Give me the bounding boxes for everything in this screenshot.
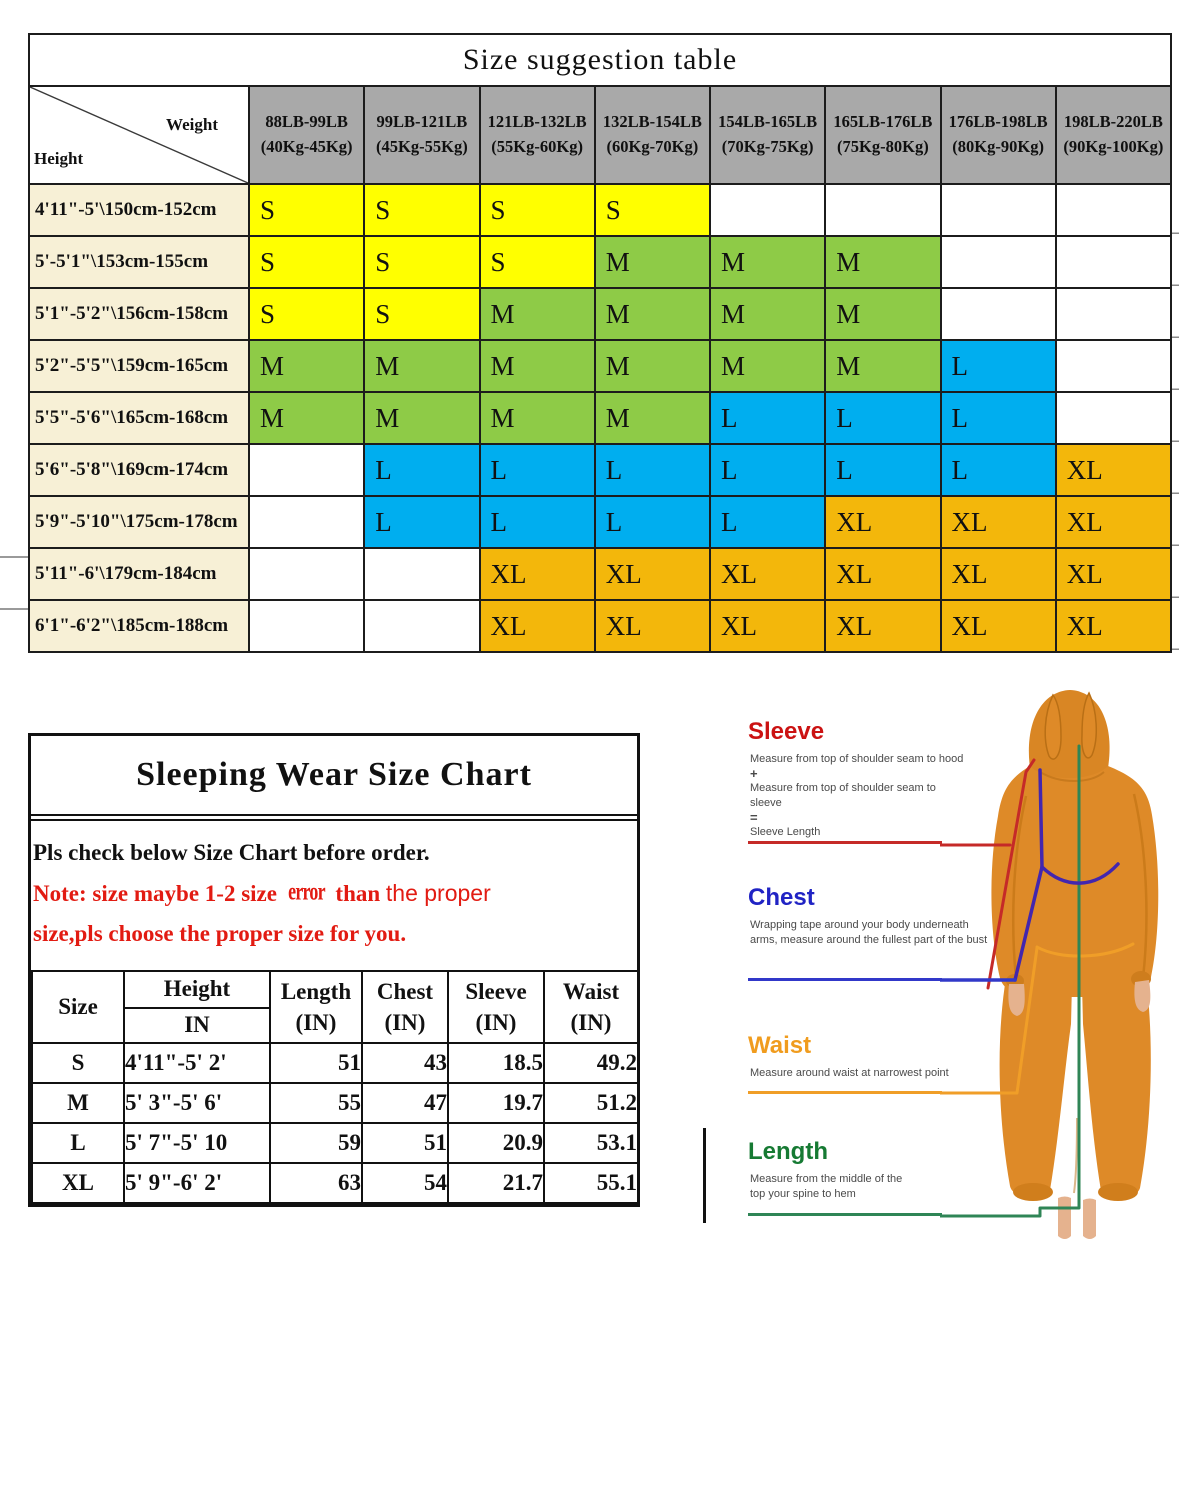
size-cell-l: L xyxy=(941,340,1056,392)
weight-column-header xyxy=(1056,86,1171,184)
col-header-size: Size xyxy=(32,971,124,1043)
weight-column-header xyxy=(941,86,1056,184)
col-header-sleeve xyxy=(448,971,544,1043)
size-cell-m: M xyxy=(595,340,710,392)
size-cell-m: M xyxy=(825,288,940,340)
weight-height-corner-cell xyxy=(29,86,249,184)
waist-header-label: Waist xyxy=(562,978,620,1004)
size-grid-row xyxy=(29,236,1171,288)
size-cell-s: S xyxy=(249,236,364,288)
length-value: 59 xyxy=(270,1123,362,1163)
length-value: 51 xyxy=(270,1043,362,1083)
height-value: 5' 9"-6' 2' xyxy=(124,1163,270,1203)
length-value: 55 xyxy=(270,1083,362,1123)
measurement-row-xl xyxy=(32,1163,638,1203)
height-value: 4'11"-5' 2' xyxy=(124,1043,270,1083)
sleeve-instruction-line: Measure from top of shoulder seam to sleeve xyxy=(750,782,936,809)
measurement-table xyxy=(31,970,639,1204)
size-cell-s: S xyxy=(249,184,364,236)
weight-range-lb: 165LB-176LB xyxy=(833,112,933,132)
size-cell-empty xyxy=(941,288,1056,340)
sleeve-heading: Sleeve xyxy=(748,718,825,745)
chest-value: 51 xyxy=(362,1123,448,1163)
size-table-title: Size suggestion table xyxy=(29,34,1171,86)
weight-column-header xyxy=(480,86,595,184)
size-cell-m: M xyxy=(710,340,825,392)
waist-value: 55.1 xyxy=(544,1163,638,1203)
height-axis-label: Height xyxy=(34,149,84,168)
size-cell-empty xyxy=(825,184,940,236)
sleeve-value: 18.5 xyxy=(448,1043,544,1083)
gridline-stubs-right xyxy=(1172,182,1179,654)
weight-range-lb: 121LB-132LB xyxy=(487,112,587,132)
sleeve-value: 20.9 xyxy=(448,1123,544,1163)
size-cell-s: S xyxy=(249,288,364,340)
size-cell-xl: XL xyxy=(941,496,1056,548)
size-cell-m: M xyxy=(710,288,825,340)
gridline-stub-left xyxy=(0,556,28,558)
height-range-label: 5'1"-5'2"\156cm-158cm xyxy=(29,288,249,340)
height-range-label: 5'-5'1"\153cm-155cm xyxy=(29,236,249,288)
chest-instructions: Wrapping tape around your body underneath arms, measure around the fullest part of the bust xyxy=(750,919,988,946)
note-choose-text: size,pls choose the proper size for you. xyxy=(33,921,407,946)
weight-range-kg: (60Kg-70Kg) xyxy=(606,137,699,156)
size-cell-empty xyxy=(364,548,479,600)
plus-sign: + xyxy=(750,765,758,781)
weight-column-header xyxy=(825,86,940,184)
equals-sign: = xyxy=(750,809,758,825)
size-cell-m: M xyxy=(825,236,940,288)
waist-value: 49.2 xyxy=(544,1043,638,1083)
weight-range-kg: (55Kg-60Kg) xyxy=(491,137,583,156)
sleeve-header-unit: (IN) xyxy=(475,1009,517,1035)
col-header-length xyxy=(270,971,362,1043)
height-value: 5' 3"-5' 6' xyxy=(124,1083,270,1123)
size-cell-empty xyxy=(1056,392,1171,444)
size-cell-s: S xyxy=(480,184,595,236)
size-cell-l: L xyxy=(480,496,595,548)
size-cell-xl: XL xyxy=(710,548,825,600)
size-grid-row xyxy=(29,444,1171,496)
weight-range-kg: (45Kg-55Kg) xyxy=(376,137,468,156)
note-size-error-text: Note: size maybe 1-2 size xyxy=(33,881,283,906)
sleeve-header-label: Sleeve xyxy=(465,978,527,1004)
size-cell-xl: XL xyxy=(825,600,940,652)
panel-title: Sleeping Wear Size Chart xyxy=(31,736,637,816)
size-grid-body xyxy=(29,184,1171,652)
size-cell-empty xyxy=(364,600,479,652)
size-value: L xyxy=(32,1123,124,1163)
size-cell-s: S xyxy=(595,184,710,236)
weight-range-kg: (80Kg-90Kg) xyxy=(952,137,1044,156)
size-grid-row xyxy=(29,288,1171,340)
size-cell-m: M xyxy=(595,236,710,288)
size-cell-xl: XL xyxy=(1056,444,1171,496)
size-cell-xl: XL xyxy=(825,548,940,600)
weight-range-lb: 198LB-220LB xyxy=(1063,112,1163,132)
sleeping-wear-size-chart-panel xyxy=(28,733,640,1207)
size-value: M xyxy=(32,1083,124,1123)
weight-range-lb: 88LB-99LB xyxy=(265,112,348,132)
height-header-label: Height xyxy=(125,972,269,1009)
waist-instructions: Measure around waist at narrowest point xyxy=(750,1067,949,1079)
size-cell-empty xyxy=(941,184,1056,236)
weight-range-kg: (75Kg-80Kg) xyxy=(837,137,929,156)
measurement-header-row xyxy=(32,971,638,1043)
size-cell-m: M xyxy=(364,392,479,444)
size-cell-m: M xyxy=(249,340,364,392)
size-cell-l: L xyxy=(364,496,479,548)
size-cell-m: M xyxy=(480,340,595,392)
size-cell-l: L xyxy=(825,392,940,444)
size-cell-xl: XL xyxy=(941,600,1056,652)
sleeve-value: 19.7 xyxy=(448,1083,544,1123)
sleeve-value: 21.7 xyxy=(448,1163,544,1203)
size-cell-m: M xyxy=(595,288,710,340)
note-than-word: than xyxy=(329,881,386,906)
weight-column-header xyxy=(249,86,364,184)
size-cell-l: L xyxy=(710,392,825,444)
size-suggestion-table-section xyxy=(28,33,1172,653)
size-grid-row xyxy=(29,496,1171,548)
weight-column-header xyxy=(710,86,825,184)
size-cell-xl: XL xyxy=(480,548,595,600)
waist-header-unit: (IN) xyxy=(570,1009,612,1035)
size-cell-m: M xyxy=(595,392,710,444)
length-header-unit: (IN) xyxy=(295,1009,337,1035)
waist-value: 53.1 xyxy=(544,1123,638,1163)
size-cell-xl: XL xyxy=(1056,548,1171,600)
size-grid-row xyxy=(29,548,1171,600)
col-header-height xyxy=(124,971,270,1043)
measurement-row-m xyxy=(32,1083,638,1123)
size-table-header-row xyxy=(29,86,1171,184)
size-cell-xl: XL xyxy=(941,548,1056,600)
height-range-label: 5'6"-5'8"\169cm-174cm xyxy=(29,444,249,496)
weight-range-kg: (70Kg-75Kg) xyxy=(721,137,814,156)
length-instructions: Measure from the middle of the top your spine to hem xyxy=(750,1173,903,1200)
size-cell-empty xyxy=(941,236,1056,288)
figure-hood xyxy=(1029,690,1110,780)
size-cell-s: S xyxy=(364,288,479,340)
chest-value: 43 xyxy=(362,1043,448,1083)
height-range-label: 6'1"-6'2"\185cm-188cm xyxy=(29,600,249,652)
size-cell-s: S xyxy=(364,184,479,236)
height-header-unit: IN xyxy=(184,1012,210,1037)
note-error-word: error xyxy=(287,877,325,906)
sleeve-length-label: Sleeve Length xyxy=(750,826,821,839)
weight-column-header xyxy=(364,86,479,184)
size-cell-empty xyxy=(249,548,364,600)
sleeve-instructions xyxy=(750,752,970,840)
waist-heading: Waist xyxy=(748,1032,812,1059)
col-header-chest xyxy=(362,971,448,1043)
length-rule-line xyxy=(748,1213,942,1216)
note-proper-words: the proper xyxy=(385,880,491,906)
size-suggestion-table xyxy=(28,33,1172,653)
chest-value: 54 xyxy=(362,1163,448,1203)
size-table-title-row xyxy=(29,34,1171,86)
chest-header-unit: (IN) xyxy=(384,1009,426,1035)
weight-axis-label: Weight xyxy=(166,115,218,134)
size-cell-xl: XL xyxy=(825,496,940,548)
height-range-label: 5'11"-6'\179cm-184cm xyxy=(29,548,249,600)
size-cell-xl: XL xyxy=(595,600,710,652)
chest-value: 47 xyxy=(362,1083,448,1123)
size-cell-l: L xyxy=(595,496,710,548)
size-cell-l: L xyxy=(595,444,710,496)
weight-range-kg: (90Kg-100Kg) xyxy=(1063,137,1164,156)
size-value: S xyxy=(32,1043,124,1083)
size-cell-m: M xyxy=(364,340,479,392)
size-cell-xl: XL xyxy=(480,600,595,652)
weight-range-lb: 99LB-121LB xyxy=(376,112,468,132)
size-cell-empty xyxy=(249,444,364,496)
size-grid-row xyxy=(29,184,1171,236)
weight-range-lb: 132LB-154LB xyxy=(602,112,702,132)
size-cell-l: L xyxy=(825,444,940,496)
sleeve-instruction-line: Measure from top of shoulder seam to hood xyxy=(750,753,964,765)
size-grid-row xyxy=(29,600,1171,652)
waist-value: 51.2 xyxy=(544,1083,638,1123)
order-notes xyxy=(31,821,637,960)
size-cell-empty xyxy=(249,496,364,548)
size-cell-m: M xyxy=(825,340,940,392)
size-cell-l: L xyxy=(480,444,595,496)
height-range-label: 5'5"-5'6"\165cm-168cm xyxy=(29,392,249,444)
size-cell-m: M xyxy=(480,392,595,444)
chest-header-label: Chest xyxy=(376,978,434,1004)
size-cell-xl: XL xyxy=(1056,496,1171,548)
col-header-waist xyxy=(544,971,638,1043)
chest-rule-line xyxy=(748,978,942,981)
size-cell-xl: XL xyxy=(1056,600,1171,652)
size-grid-row xyxy=(29,392,1171,444)
height-value: 5' 7"-5' 10 xyxy=(124,1123,270,1163)
note-line-3 xyxy=(33,914,635,954)
height-range-label: 4'11"-5'\150cm-152cm xyxy=(29,184,249,236)
size-cell-m: M xyxy=(480,288,595,340)
measurement-row-s xyxy=(32,1043,638,1083)
size-cell-l: L xyxy=(364,444,479,496)
size-cell-empty xyxy=(1056,288,1171,340)
onesie-figure-illustration xyxy=(940,688,1200,1268)
size-cell-empty xyxy=(1056,184,1171,236)
height-range-label: 5'9"-5'10"\175cm-178cm xyxy=(29,496,249,548)
size-cell-l: L xyxy=(941,444,1056,496)
size-cell-empty xyxy=(1056,236,1171,288)
size-cell-l: L xyxy=(941,392,1056,444)
weight-column-header xyxy=(595,86,710,184)
note-line-1 xyxy=(33,833,635,873)
note-line-2 xyxy=(33,873,635,914)
gridline-stub-left xyxy=(0,608,28,610)
weight-range-kg: (40Kg-45Kg) xyxy=(260,137,353,156)
size-cell-xl: XL xyxy=(595,548,710,600)
chest-heading: Chest xyxy=(748,884,815,911)
weight-range-lb: 176LB-198LB xyxy=(948,112,1048,132)
measurement-row-l xyxy=(32,1123,638,1163)
size-cell-empty xyxy=(249,600,364,652)
size-cell-empty xyxy=(710,184,825,236)
collage-artifact-line xyxy=(703,1128,706,1223)
size-cell-empty xyxy=(1056,340,1171,392)
size-value: XL xyxy=(32,1163,124,1203)
length-value: 63 xyxy=(270,1163,362,1203)
size-cell-m: M xyxy=(249,392,364,444)
size-cell-s: S xyxy=(364,236,479,288)
waist-rule-line xyxy=(748,1091,942,1094)
note-check-text: Pls check below Size Chart before order. xyxy=(33,840,430,865)
height-range-label: 5'2"-5'5"\159cm-165cm xyxy=(29,340,249,392)
weight-range-lb: 154LB-165LB xyxy=(718,112,818,132)
size-cell-xl: XL xyxy=(710,600,825,652)
size-cell-s: S xyxy=(480,236,595,288)
size-cell-l: L xyxy=(710,496,825,548)
length-header-label: Length xyxy=(280,978,352,1004)
size-cell-l: L xyxy=(710,444,825,496)
length-heading: Length xyxy=(748,1138,828,1165)
size-grid-row xyxy=(29,340,1171,392)
sleeve-rule-line xyxy=(748,841,942,844)
size-cell-m: M xyxy=(710,236,825,288)
